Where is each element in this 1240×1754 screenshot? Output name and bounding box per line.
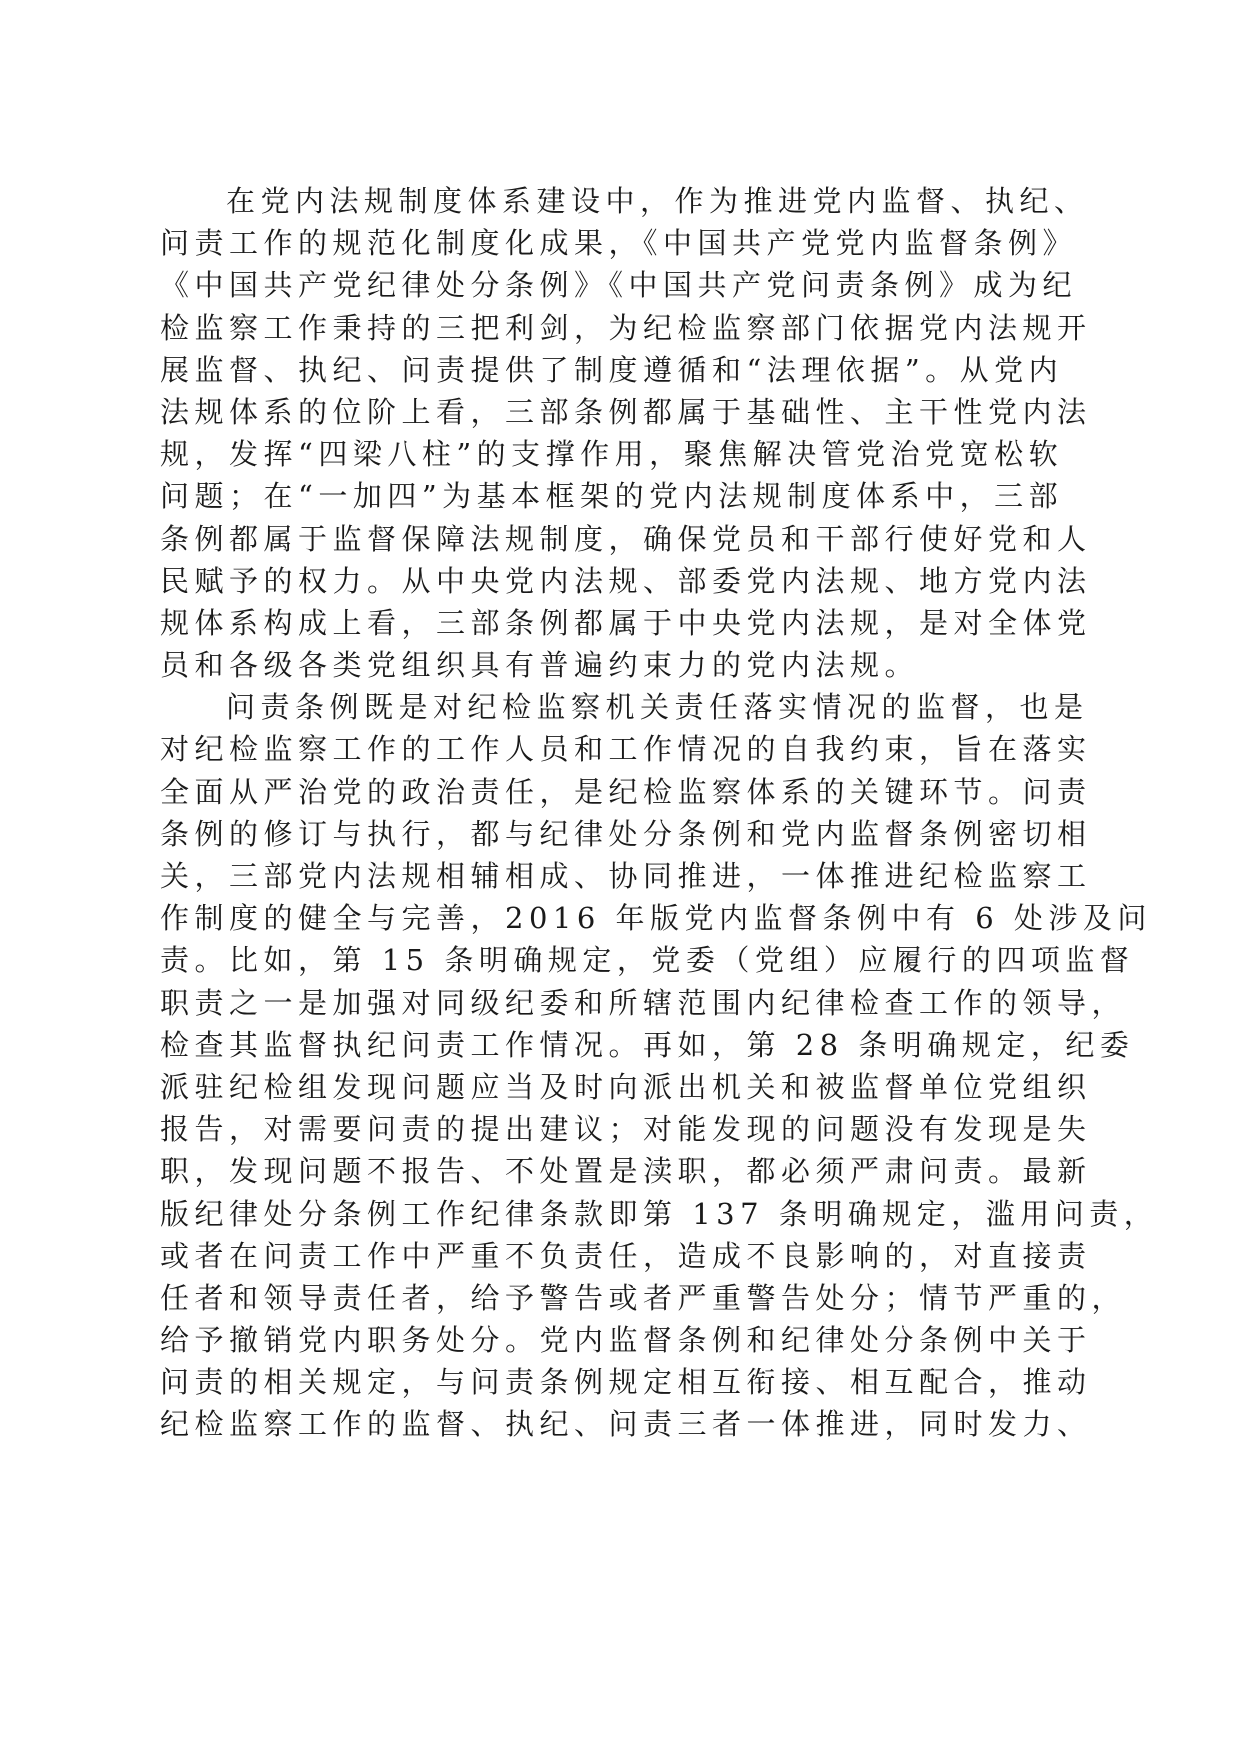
body-text [160, 180, 1159, 1446]
text-line: 职，发现问题不报告、不处置是渎职，都必须严肃问责。最新 [160, 1154, 1092, 1189]
text-line: 检查其监督执纪问责工作情况。再如，第 28 条明确规定，纪委 [160, 1027, 1135, 1062]
text-line: 法规体系的位阶上看，三部条例都属于基础性、主干性党内法 [160, 394, 1092, 429]
text-line: 规，发挥“四梁八柱”的支撑作用，聚焦解决管党治党宽松软 [160, 437, 1064, 472]
text-line: 条例都属于监督保障法规制度，确保党员和干部行使好党和人 [160, 521, 1092, 556]
text-line: 或者在问责工作中严重不负责任，造成不良影响的，对直接责 [160, 1238, 1092, 1273]
text-line: 检监察工作秉持的三把利剑，为纪检监察部门依据党内法规开 [160, 310, 1092, 345]
text-line: 纪检监察工作的监督、执纪、问责三者一体推进，同时发力、 [160, 1407, 1092, 1442]
text-line: 问责的相关规定，与问责条例规定相互衔接、相互配合，推动 [160, 1365, 1092, 1400]
text-line: 问责条例既是对纪检监察机关责任落实情况的监督，也是 [226, 690, 1089, 725]
text-line: 任者和领导责任者，给予警告或者严重警告处分；情节严重的， [160, 1280, 1127, 1315]
text-line: 条例的修订与执行，都与纪律处分条例和党内监督条例密切相 [160, 816, 1092, 851]
text-line: 对纪检监察工作的工作人员和工作情况的自我约束，旨在落实 [160, 732, 1092, 767]
text-line: 规体系构成上看，三部条例都属于中央党内法规，是对全体党 [160, 605, 1092, 640]
text-line: 问责工作的规范化制度化成果，《中国共产党党内监督条例》 [160, 226, 1078, 261]
text-line: 《中国共产党纪律处分条例》《中国共产党问责条例》成为纪 [160, 268, 1078, 303]
paragraph-2 [160, 686, 1159, 1445]
text-line: 报告，对需要问责的提出建议；对能发现的问题没有发现是失 [160, 1112, 1092, 1147]
text-line: 给予撤销党内职务处分。党内监督条例和纪律处分条例中关于 [160, 1323, 1092, 1358]
text-line: 职责之一是加强对同级纪委和所辖范围内纪律检查工作的领导， [160, 985, 1127, 1020]
text-line: 民赋予的权力。从中央党内法规、部委党内法规、地方党内法 [160, 563, 1092, 598]
text-line: 员和各级各类党组织具有普遍约束力的党内法规。 [160, 648, 920, 683]
text-line: 关，三部党内法规相辅相成、协同推进，一体推进纪检监察工 [160, 859, 1092, 893]
text-line: 全面从严治党的政治责任，是纪检监察体系的关键环节。问责 [160, 774, 1092, 809]
text-line: 版纪律处分条例工作纪律条款即第 137 条明确规定，滥用问责， [160, 1196, 1159, 1231]
text-line: 问题；在“一加四”为基本框架的党内法规制度体系中，三部 [160, 479, 1064, 514]
text-line: 派驻纪检组发现问题应当及时向派出机关和被监督单位党组织 [160, 1069, 1092, 1104]
text-line: 在党内法规制度体系建设中，作为推进党内监督、执纪、 [226, 184, 1089, 218]
text-line: 责。比如，第 15 条明确规定，党委（党组）应履行的四项监督 [160, 943, 1135, 978]
text-line: 作制度的健全与完善，2016 年版党内监督条例中有 6 处涉及问 [160, 901, 1152, 936]
text-line: 展监督、执纪、问责提供了制度遵循和“法理依据”。从党内 [160, 352, 1064, 387]
paragraph-1 [160, 180, 1092, 686]
